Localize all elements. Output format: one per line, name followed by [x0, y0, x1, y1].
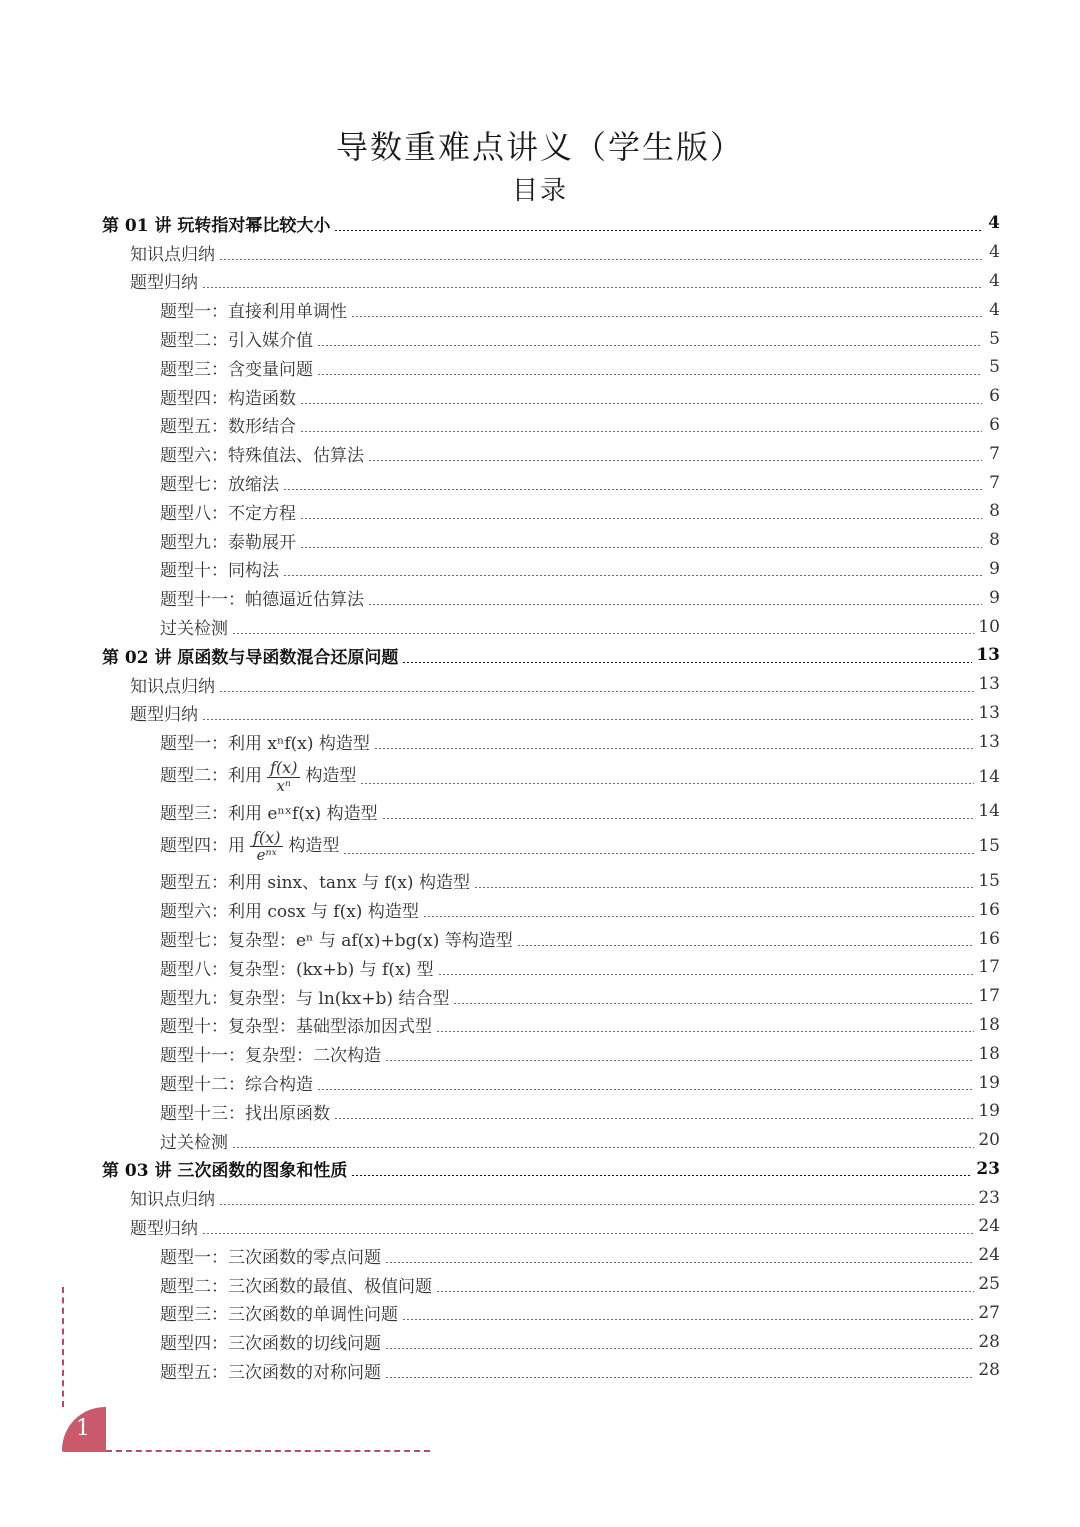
- toc-entry-text: 题型十一：复杂型：二次构造: [160, 1046, 381, 1067]
- toc-entry-text: 题型二：利用: [160, 766, 262, 787]
- math-fraction: [267, 759, 300, 794]
- toc-entry-label: [160, 1128, 228, 1153]
- dot-leader: [343, 853, 974, 854]
- dot-leader: [351, 1175, 972, 1176]
- toc-entry-label: [102, 643, 398, 668]
- toc-section-entry[interactable]: [102, 699, 1000, 728]
- dot-leader: [474, 887, 974, 888]
- toc-page-number: 9: [989, 558, 1000, 579]
- toc-entry-label: [160, 1041, 381, 1066]
- dot-leader: [436, 1291, 974, 1292]
- toc-entry-label: [160, 470, 279, 495]
- toc-entry-label: [160, 829, 339, 864]
- toc-entry-text: 第 01 讲 玩转指对幂比较大小: [102, 215, 331, 236]
- toc-entry-text: 题型六：特殊值法、估算法: [160, 446, 364, 467]
- dot-leader: [232, 633, 974, 634]
- toc-entry-text: 题型七：放缩法: [160, 475, 279, 496]
- dot-leader: [423, 916, 975, 917]
- toc-chapter-entry[interactable]: [102, 641, 1000, 670]
- dot-leader: [351, 316, 982, 317]
- toc-subsection-entry[interactable]: [102, 1039, 1000, 1068]
- toc-entry-label: [130, 240, 215, 265]
- dot-leader: [385, 1348, 974, 1349]
- dot-leader: [219, 691, 974, 692]
- dot-leader: [334, 1118, 974, 1119]
- toc-page-number: 25: [978, 1274, 1000, 1295]
- toc-entry-label: [160, 868, 470, 893]
- toc-entry-text: 题型十：同构法: [160, 561, 279, 582]
- toc-entry-label: [130, 1214, 198, 1239]
- toc-subsection-entry[interactable]: [102, 612, 1000, 641]
- toc-page-number: 28: [978, 1331, 1000, 1352]
- toc-page-number: 8: [989, 501, 1000, 522]
- toc-entry-label: [130, 1185, 215, 1210]
- page-number: 1: [76, 1416, 90, 1441]
- toc-page-number: 18: [978, 1043, 1000, 1064]
- toc-entry-text: 题型五：三次函数的对称问题: [160, 1362, 381, 1383]
- dot-leader: [402, 662, 972, 663]
- toc-entry-label: [160, 355, 313, 380]
- dot-leader: [300, 547, 982, 548]
- dot-leader: [334, 230, 982, 231]
- toc-entry-text: 题型九：泰勒展开: [160, 532, 296, 553]
- toc-subsection-entry[interactable]: [102, 439, 1000, 468]
- toc-section-entry[interactable]: [102, 238, 1000, 267]
- toc-chapter-entry[interactable]: [102, 209, 1000, 238]
- dot-leader: [317, 1089, 974, 1090]
- toc-page-number: 4: [989, 270, 1000, 291]
- toc-subsection-entry[interactable]: [102, 1241, 1000, 1270]
- toc-page-number: 17: [978, 957, 1000, 978]
- dot-leader: [317, 374, 982, 375]
- dot-leader: [382, 818, 975, 819]
- toc-entry-text: 题型十：复杂型：基础型添加因式型: [160, 1017, 432, 1038]
- dot-leader: [317, 345, 982, 346]
- toc-entry-text: 题型九：复杂型：与 ln(kx+b) 结合型: [160, 988, 450, 1009]
- toc-subsection-entry[interactable]: [102, 1097, 1000, 1126]
- toc-entry-text: 过关检测: [160, 1132, 228, 1153]
- toc-entry-text: 题型五：利用 sinx、tanx 与 f(x) 构造型: [160, 873, 470, 894]
- toc-entry-text-after: 构造型: [288, 835, 340, 856]
- toc-page-number: 14: [978, 801, 1000, 822]
- toc-page-number: 15: [978, 870, 1000, 891]
- toc-entry-text: 题型三：三次函数的单调性问题: [160, 1305, 398, 1326]
- toc-entry-text: 题型一：直接利用单调性: [160, 302, 347, 323]
- toc-page-number: 13: [976, 645, 1000, 666]
- toc-entry-label: [160, 897, 419, 922]
- toc-entry-label: [102, 211, 330, 236]
- toc-entry-label: [160, 926, 513, 951]
- toc-section-entry[interactable]: [102, 1212, 1000, 1241]
- toc-entry-text: 题型一：三次函数的零点问题: [160, 1247, 381, 1268]
- dot-leader: [368, 460, 982, 461]
- toc-subsection-entry[interactable]: [102, 468, 1000, 497]
- toc-entry-text: 题型归纳: [130, 1218, 198, 1239]
- toc-section-entry[interactable]: [102, 670, 1000, 699]
- toc-subsection-entry[interactable]: [102, 526, 1000, 555]
- table-of-contents: [102, 209, 1000, 1385]
- dot-leader: [283, 489, 982, 490]
- toc-entry-label: [160, 955, 434, 980]
- toc-subsection-entry[interactable]: [102, 1126, 1000, 1155]
- dot-leader: [517, 945, 975, 946]
- toc-page-number: 14: [978, 766, 1000, 787]
- toc-page-number: 4: [989, 299, 1000, 320]
- toc-entry-text-after: 构造型: [305, 766, 357, 787]
- toc-entry-label: [160, 499, 296, 524]
- toc-entry-label: [160, 1099, 330, 1124]
- toc-page-number: 7: [989, 443, 1000, 464]
- toc-page-number: 13: [978, 674, 1000, 695]
- dot-leader: [453, 1003, 974, 1004]
- toc-entry-label: [160, 1070, 313, 1095]
- toc-entry-text: 知识点归纳: [130, 1190, 215, 1211]
- toc-subsection-entry[interactable]: [102, 982, 1000, 1011]
- toc-page-number: 24: [978, 1216, 1000, 1237]
- dot-leader: [300, 403, 982, 404]
- toc-entry-label: [160, 1272, 432, 1297]
- toc-entry-label: [130, 268, 198, 293]
- dot-leader: [385, 1377, 974, 1378]
- toc-entry-label: [160, 528, 296, 553]
- toc-page-number: 13: [978, 702, 1000, 723]
- toc-chapter-entry[interactable]: [102, 1155, 1000, 1184]
- toc-entry-label: [130, 700, 198, 725]
- toc-entry-text: 题型归纳: [130, 705, 198, 726]
- dot-leader: [385, 1060, 974, 1061]
- toc-entry-label: [160, 585, 364, 610]
- toc-page-number: 23: [976, 1158, 1000, 1179]
- toc-entry-label: [160, 441, 364, 466]
- toc-subsection-entry[interactable]: [102, 756, 1000, 797]
- toc-page-number: 6: [989, 414, 1000, 435]
- toc-entry-text: 题型归纳: [130, 273, 198, 294]
- toc-subsection-entry[interactable]: [102, 411, 1000, 440]
- toc-entry-text: 题型二：三次函数的最值、极值问题: [160, 1276, 432, 1297]
- toc-section-entry[interactable]: [102, 1183, 1000, 1212]
- toc-entry-label: [160, 326, 313, 351]
- dot-leader: [300, 431, 982, 432]
- dot-leader: [202, 287, 982, 288]
- dot-leader: [219, 1204, 974, 1205]
- toc-entry-label: [160, 729, 370, 754]
- dot-leader: [374, 748, 974, 749]
- toc-entry-text: 题型三：含变量问题: [160, 359, 313, 380]
- toc-entry-label: [160, 614, 228, 639]
- toc-page-number: 13: [978, 731, 1000, 752]
- dot-leader: [232, 1147, 974, 1148]
- toc-entry-text: 题型四：构造函数: [160, 388, 296, 409]
- decorative-dashed-line-horizontal: [106, 1450, 430, 1452]
- toc-page-number: 10: [978, 616, 1000, 637]
- toc-subsection-entry[interactable]: [102, 953, 1000, 982]
- toc-subsection-entry[interactable]: [102, 295, 1000, 324]
- toc-page-number: 18: [978, 1014, 1000, 1035]
- toc-entry-text: 第 03 讲 三次函数的图象和性质: [102, 1161, 348, 1182]
- toc-subsection-entry[interactable]: [102, 382, 1000, 411]
- math-fraction: [250, 829, 283, 864]
- toc-subsection-entry[interactable]: [102, 583, 1000, 612]
- toc-heading: 目录: [511, 176, 568, 206]
- toc-entry-label: [160, 1358, 381, 1383]
- toc-entry-text: 题型七：复杂型：eⁿ 与 af(x)+bg(x) 等构造型: [160, 931, 513, 952]
- dot-leader: [202, 719, 974, 720]
- toc-entry-label: [160, 1329, 381, 1354]
- document-title: 导数重难点讲义（学生版）: [335, 128, 744, 166]
- toc-page-number: 6: [989, 386, 1000, 407]
- toc-subsection-entry[interactable]: [102, 1011, 1000, 1040]
- toc-subsection-entry[interactable]: [102, 797, 1000, 826]
- toc-entry-text: 题型三：利用 eⁿˣf(x) 构造型: [160, 803, 378, 824]
- toc-page-number: 9: [989, 587, 1000, 608]
- dot-leader: [438, 974, 975, 975]
- toc-subsection-entry[interactable]: [102, 1327, 1000, 1356]
- toc-entry-text: 题型四：三次函数的切线问题: [160, 1334, 381, 1355]
- toc-entry-text: 题型一：利用 xⁿf(x) 构造型: [160, 734, 370, 755]
- toc-subsection-entry[interactable]: [102, 1068, 1000, 1097]
- toc-entry-text: 题型八：不定方程: [160, 503, 296, 524]
- toc-page-number: 16: [978, 899, 1000, 920]
- toc-page-number: 27: [978, 1302, 1000, 1323]
- toc-subsection-entry[interactable]: [102, 555, 1000, 584]
- toc-subsection-entry[interactable]: [102, 1356, 1000, 1385]
- toc-page-number: 5: [989, 357, 1000, 378]
- dot-leader: [360, 783, 974, 784]
- toc-entry-label: [102, 1156, 347, 1181]
- toc-entry-text: 知识点归纳: [130, 676, 215, 697]
- toc-page-number: 15: [978, 836, 1000, 857]
- fraction-numerator: f(x): [267, 759, 300, 778]
- toc-entry-text: 第 02 讲 原函数与导函数混合还原问题: [102, 647, 399, 668]
- fraction-denominator: xⁿ: [276, 776, 291, 795]
- toc-subsection-entry[interactable]: [102, 497, 1000, 526]
- toc-subsection-entry[interactable]: [102, 1270, 1000, 1299]
- toc-page-number: 5: [989, 328, 1000, 349]
- decorative-dashed-line-vertical: [62, 1287, 64, 1407]
- toc-page-number: 16: [978, 928, 1000, 949]
- toc-subsection-entry[interactable]: [102, 353, 1000, 382]
- dot-leader: [202, 1233, 974, 1234]
- toc-entry-label: [160, 297, 347, 322]
- toc-subsection-entry[interactable]: [102, 1298, 1000, 1327]
- toc-subsection-entry[interactable]: [102, 895, 1000, 924]
- dot-leader: [300, 518, 982, 519]
- toc-section-entry[interactable]: [102, 267, 1000, 296]
- toc-entry-label: [160, 556, 279, 581]
- toc-page-number: 24: [978, 1245, 1000, 1266]
- toc-entry-label: [160, 1012, 432, 1037]
- toc-entry-text: 知识点归纳: [130, 244, 215, 265]
- toc-entry-label: [160, 1243, 381, 1268]
- toc-entry-text: 题型六：利用 cosx 与 f(x) 构造型: [160, 902, 419, 923]
- toc-entry-text: 题型八：复杂型：(kx+b) 与 f(x) 型: [160, 959, 434, 980]
- toc-entry-text: 过关检测: [160, 619, 228, 640]
- dot-leader: [283, 575, 982, 576]
- toc-page-number: 20: [978, 1130, 1000, 1151]
- toc-subsection-entry[interactable]: [102, 924, 1000, 953]
- toc-entry-label: [130, 672, 215, 697]
- dot-leader: [368, 604, 982, 605]
- dot-leader: [219, 259, 982, 260]
- toc-page-number: 19: [978, 1072, 1000, 1093]
- toc-entry-text: 题型五：数形结合: [160, 417, 296, 438]
- toc-page-number: 4: [989, 242, 1000, 263]
- toc-entry-text: 题型十三：找出原函数: [160, 1103, 330, 1124]
- toc-page-number: 19: [978, 1101, 1000, 1122]
- toc-entry-label: [160, 799, 378, 824]
- toc-entry-label: [160, 384, 296, 409]
- toc-entry-text: 题型二：引入媒介值: [160, 331, 313, 352]
- toc-subsection-entry[interactable]: [102, 324, 1000, 353]
- toc-page-number: 28: [978, 1360, 1000, 1381]
- toc-entry-label: [160, 759, 356, 794]
- toc-page-number: 4: [988, 213, 1000, 234]
- toc-page-number: 7: [989, 472, 1000, 493]
- dot-leader: [402, 1319, 974, 1320]
- toc-page-number: 23: [978, 1187, 1000, 1208]
- toc-entry-label: [160, 1300, 398, 1325]
- fraction-numerator: f(x): [250, 829, 283, 848]
- toc-entry-text: 题型四：用: [160, 835, 245, 856]
- dot-leader: [436, 1031, 974, 1032]
- toc-page-number: 8: [989, 530, 1000, 551]
- dot-leader: [385, 1262, 974, 1263]
- toc-subsection-entry[interactable]: [102, 867, 1000, 896]
- toc-page-number: 17: [978, 986, 1000, 1007]
- toc-entry-label: [160, 984, 449, 1009]
- fraction-denominator: eⁿˣ: [256, 846, 277, 865]
- toc-entry-label: [160, 412, 296, 437]
- toc-subsection-entry[interactable]: [102, 727, 1000, 756]
- toc-entry-text: 题型十一：帕德逼近估算法: [160, 590, 364, 611]
- toc-entry-text: 题型十二：综合构造: [160, 1075, 313, 1095]
- toc-subsection-entry[interactable]: [102, 826, 1000, 867]
